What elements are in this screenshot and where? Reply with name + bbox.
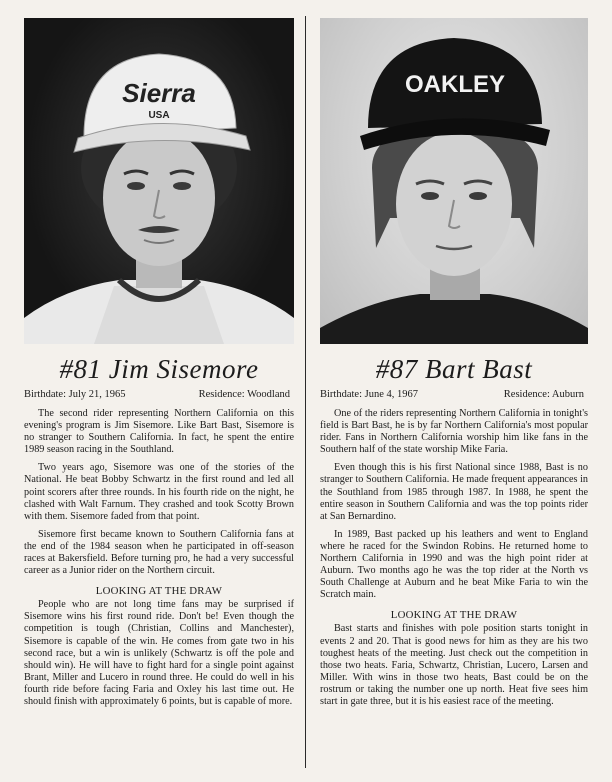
cap-logo-oakley: OAKLEY <box>404 71 506 98</box>
draw-paragraph: Bast starts and finishes with pole position starts tonight in events 2 and 20. That is good news for him as they are his two toughest heats of the meeting. Just check out the competition in those two heats. Faria, Schwartz, Christian, Lucero, Larsen and Miller. With wins in those two heats, Bast could be on the rostrum or taking the number one up north. Heat five sees him start in gate three, but it is his easiest race of the meeting. <box>320 623 588 707</box>
birthdate: Birthdate: June 4, 1967 <box>320 389 418 400</box>
column-divider <box>305 16 306 768</box>
bio-paragraph: The second rider representing Northern California on this evening's program is Jim Sisemore. Like Bart Bast, Sisemore is no stranger to Southern California. In fact, he spent the entire 1989 season racing in the Southland. <box>24 408 294 456</box>
residence: Residence: Auburn <box>503 389 584 400</box>
rider-photo-bast <box>320 18 588 344</box>
birthdate: Birthdate: July 21, 1965 <box>24 389 126 400</box>
bio-paragraph: In 1989, Bast packed up his leathers and went to England where he raced for the Swindon Robins. He returned home to Northern California in 1990 and was the high point rider at Auburn. Two months ago he was the top rider at the North vs South Challenge at Auburn and he beat Mike Faria to win the Scratch main. <box>320 528 588 601</box>
rider-photo-sisemore <box>24 18 294 344</box>
bio-paragraph: Sisemore first became known to Southern California fans at the end of the 1984 season when he participated in off-season races at Bakersfield. Before turning pro, he had a very successful career as a Junior rider on the Northern circuit. <box>24 528 294 577</box>
draw-heading: LOOKING AT THE DRAW <box>390 609 518 622</box>
rider-column-sisemore <box>24 0 294 714</box>
bio-paragraph: One of the riders representing Northern California in tonight's field is Bart Bast, he is by far Northern California's most popular rider. Fans in Northern California worship him like fans in the Southern half of the state worship Mike Faria. <box>320 408 588 456</box>
rider-meta <box>320 389 588 400</box>
rider-name: #87 Bart Bast <box>375 354 533 384</box>
rider-name: #81 Jim Sisemore <box>59 354 259 384</box>
draw-paragraph: People who are not long time fans may be surprised if Sisemore wins his first round ride. Don't be! Even though the competition is tough (Christian, Collins and Manchester), Sisemore is capable of the win. He comes from gate two in his second race, but a win is unlikely (Schwartz is off the pole and should win). He will have to fight hard for a single point against Brant, Miller and Lucero in round three. He could do well in his fourth ride before facing Faria and Oxley his last time out. He should finish with approximately 6 points, but is capable of more. <box>24 599 294 707</box>
cap-logo-sierra: Sierra <box>122 78 196 108</box>
residence: Residence: Woodland <box>198 389 290 400</box>
rider-column-bast <box>320 0 588 714</box>
bio-paragraph: Even though this is his first National since 1988, Bast is no stranger to Southern California. He made frequent appearances in the Southland from 1985 through 1987. In 1988, he spent the entire season in Southern California and was the top points rider at San Bernardino. <box>320 462 588 522</box>
bio-paragraph: Two years ago, Sisemore was one of the stories of the National. He beat Bobby Schwartz in the first round and led all point scorers after three rounds. In his fourth ride on the night, he clashed with Walt Farnum. They crashed and took Scotty Brown with them. Sisemore faded from that point. <box>24 462 294 522</box>
draw-heading: LOOKING AT THE DRAW <box>95 585 223 598</box>
rider-meta <box>24 389 294 400</box>
cap-logo-usa: USA <box>148 110 170 121</box>
